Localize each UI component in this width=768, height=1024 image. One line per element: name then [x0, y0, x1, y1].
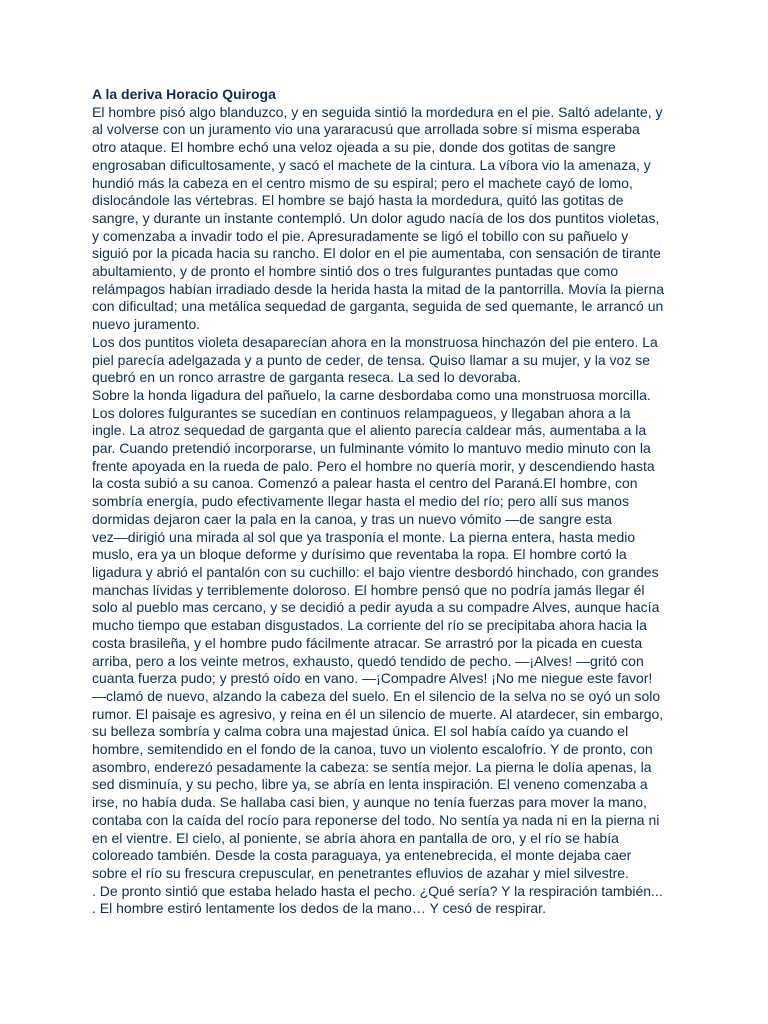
paragraph-river-journey: Sobre la honda ligadura del pañuelo, la carne desbordaba como una monstruosa morcilla. Los dolores fulgurantes se sucedían en continuos relampagueos, y llegaban ahora a la ingle. La atroz sequedad de garganta que el aliento parecía caldear más, aumentaba a la par. Cuando pretendió incorporarse, un fulminante vómito lo mantuvo medio minuto con la frente apoyada en la rueda de palo. Pero el hombre no quería morir, y descendiendo hasta la costa subió a su canoa. Comenzó a palear hasta el centro del Paraná.El hombre, con sombría energía, pudo efectivamente llegar hasta el medio del río; pero allí sus manos dormidas dejaron caer la pala en la canoa, y tras un nuevo vómito —de sangre esta vez—dirigió una mirada al sol que ya trasponía el monte. La pierna entera, hasta medio muslo, era ya un bloque deforme y durísimo que reventaba la ropa. El hombre cortó la ligadura y abrió el pantalón con su cuchillo: el bajo vientre desbordó hinchado, con grandes manchas lívidas y terriblemente doloroso. El hombre pensó que no podría jamás llegar él solo al pueblo mas cercano, y se decidió a pedir ayuda a su compadre Alves, aunque hacía mucho tiempo que estaban disgustados. La corriente del río se precipitaba ahora hacia la costa brasileña, y el hombre pudo fácilmente atracar. Se arrastró por la picada en cuesta arriba, pero a los veinte metros, exhausto, quedó tendido de pecho. —¡Alves! —gritó con cuanta fuerza pudo; y prestó oído en vano. —¡Compadre Alves! ¡No me niegue este favor! —clamó de nuevo, alzando la cabeza del suelo. En el silencio de la selva no se oyó un solo rumor. El paisaje es agresivo, y reina en él un silencio de muerte. Al atardecer, sin embargo, su belleza sombría y calma cobra una majestad única. El sol había caído ya cuando el hombre, semitendido en el fondo de la canoa, tuvo un violento escalofrío. Y de pronto, con asombro, enderezó pesadamente la cabeza: se sentía mejor. La pierna le dolía apenas, la sed disminuía, y su pecho, libre ya, se abría en lenta inspiración. El veneno comenzaba a irse, no había duda. Se hallaba casi bien, y aunque no tenía fuerzas para mover la mano, contaba con la caída del rocío para reponerse del todo. No sentía ya nada ni en la pierna ni en el vientre. El cielo, al poniente, se abría ahora en pantalla de oro, y el río se había coloreado también. Desde la costa paraguaya, ya entenebrecida, el monte dejaba caer sobre el río su frescura crepuscular, en penetrantes efluvios de azahar y miel silvestre. — [92, 386, 664, 881]
paragraph-snake-bite: El hombre pisó algo blanduzco, y en seguida sintió la mordedura en el pie. Saltó adelante, y al volverse con un juramento vio una yararacusú que arrollada sobre sí misma esperaba otro ataque. El hombre echó una veloz ojeada a su pie, donde dos gotitas de sangre engrosaban dificultosamente, y sacó el machete de la cintura. La víbora vio la amenaza, y hundió más la cabeza en el centro mismo de su espiral; pero el machete cayó de lomo, dislocándole las vértebras. El hombre se bajó hasta la mordedura, quitó las gotitas de sangre, y durante un instante contempló. Un dolor agudo nacía de los dos puntitos violetas, y comenzaba a invadir todo el pie. Apresuradamente se ligó el tobillo con su pañuelo y siguió por la picada hacia su rancho. El dolor en el pie aumentaba, con sensación de tirante abultamiento, y de pronto el hombre sintió dos o tres fulgurantes puntadas que como relámpagos habían irradiado desde la herida hasta la mitad de la pantorrilla. Movía la pierna con dificultad; una metálica sequedad de garganta, seguida de sed quemante, le arrancó un nuevo juramento. — [92, 103, 665, 333]
paragraph-cold: . De pronto sintió que estaba helado hasta el pecho. ¿Qué sería? Y la respiración también... — [92, 882, 663, 899]
document-title: A la deriva Horacio Quiroga — [92, 86, 276, 102]
document-page — [92, 86, 682, 918]
paragraph-ending: . El hombre estiró lentamente los dedos de la mano… Y cesó de respirar. — [92, 900, 546, 917]
paragraph-swelling: Los dos puntitos violeta desaparecían ahora en la monstruosa hinchazón del pie entero. La piel parecía adelgazada y a punto de ceder, de tensa. Quiso llamar a su mujer, y la voz se quebró en un ronco arrastre de garganta reseca. La sed lo devoraba. — [92, 333, 658, 386]
